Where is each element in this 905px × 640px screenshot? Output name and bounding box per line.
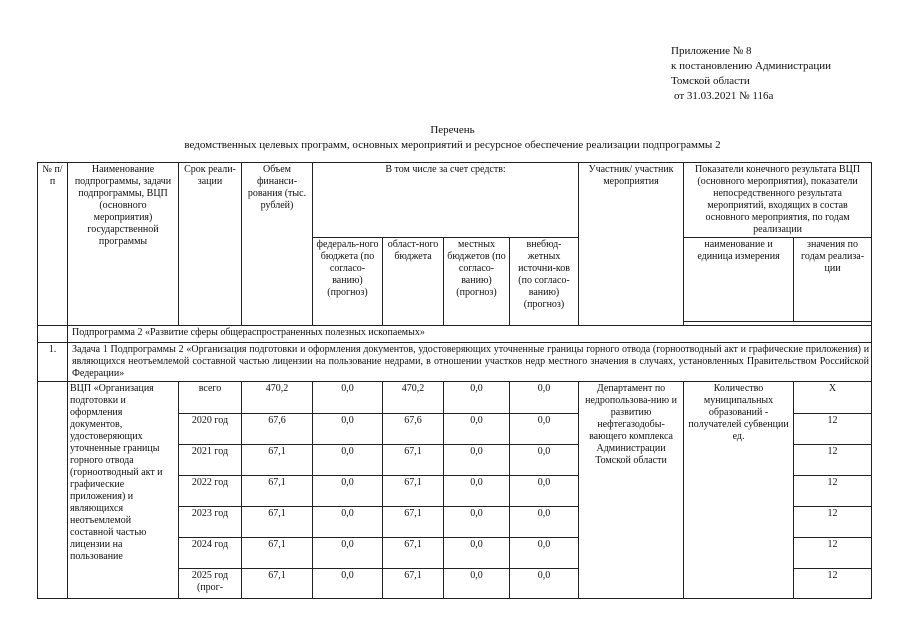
row-value: 12 [794,445,872,476]
row-regional: 67,1 [383,507,444,538]
row-offbudget: 0,0 [510,538,579,569]
row-volume: 67,1 [242,507,313,538]
row-local: 0,0 [444,569,510,599]
header-indicators [684,163,872,238]
attachment-block [671,44,891,104]
row-local: 0,0 [444,414,510,445]
attachment-line-1: Приложение № 8 [671,45,752,57]
row-term: 2025 год (прог- [179,569,242,599]
header-local: местных бюджетов (по согласо-ванию) (прогноз) [444,238,510,326]
row-regional: 470,2 [383,382,444,414]
header-term: Срок реали-зации [179,163,242,326]
row-term: 2024 год [179,538,242,569]
title-line-2: ведомственных целевых программ, основных мероприятий и ресурсное обеспечение реализации подпрограммы 2 [184,139,721,151]
row-volume: 67,6 [242,414,313,445]
row-value: 12 [794,538,872,569]
row-value: X [794,382,872,414]
subprogram-num-cell [38,326,68,343]
row-offbudget: 0,0 [510,569,579,599]
row-regional: 67,6 [383,414,444,445]
header-including: В том числе за счет средств: [313,163,579,238]
row-value: 12 [794,476,872,507]
program-num-cell [38,382,68,599]
program-name: ВЦП «Организация подготовки и оформления документов, удостоверяющих уточненные границы горного отвода (горноотводный акт и графические приложения) и являющихся неотъемлемой составной частью лицензии на пользование [68,382,179,599]
header-offbudget: внебюд-жетных источни-ков (по согласо-ванию) (прогноз) [510,238,579,326]
header-volume: Объем финанси-рования (тыс. рублей) [242,163,313,326]
row-value: 12 [794,414,872,445]
attachment-line-2: к постановлению Администрации [671,60,832,72]
header-name: Наименование подпрограммы, задачи подпрограммы, ВЦП (основного мероприятия) государственной программы [68,163,179,326]
row-federal: 0,0 [313,569,383,599]
row-offbudget: 0,0 [510,414,579,445]
resource-table [37,162,872,599]
header-indicators-text: Показатели конечного результата ВЦП (основного мероприятия), показатели непосредственного результата мероприятий, входящих в состав основного мероприятия, по годам реализации [695,164,861,235]
row-offbudget: 0,0 [510,476,579,507]
row-volume: 470,2 [242,382,313,414]
indicator-name-cell: Количество муниципальных образований - получателей субвенции ед. [684,382,794,599]
document-title [0,123,905,153]
row-local: 0,0 [444,382,510,414]
participant-cell: Департамент по недропользова-нию и развитию нефтегазодобы-вающего комплекса Администрации Томской области [579,382,684,599]
header-participant: Участник/ участник мероприятия [579,163,684,326]
attachment-line-3: Томской области [671,75,750,87]
row-regional: 67,1 [383,476,444,507]
row-local: 0,0 [444,538,510,569]
row-regional: 67,1 [383,445,444,476]
row-term: 2022 год [179,476,242,507]
header-regional: област-ного бюджета [383,238,444,326]
row-local: 0,0 [444,507,510,538]
row-federal: 0,0 [313,507,383,538]
row-term: всего [179,382,242,414]
row-federal: 0,0 [313,476,383,507]
attachment-line-4: от 31.03.2021 № 116а [674,90,774,102]
row-volume: 67,1 [242,445,313,476]
header-ind-values: значения по годам реализа-ции [794,238,872,322]
row-federal: 0,0 [313,538,383,569]
task-text: Задача 1 Подпрограммы 2 «Организация подготовки и оформления документов, удостоверяющих уточненные границы горного отвода (горноотводный акт и графические приложения) и являющихся неотъемлемой составной частью лицензии на пользование недрами, в отношении участков недр местного значения в случаях, установленных Правительством Российской Федерации» [68,343,872,382]
header-ind-name: наименование и единица измерения [684,238,794,322]
row-term: 2023 год [179,507,242,538]
header-num: № п/п [38,163,68,326]
row-local: 0,0 [444,445,510,476]
row-offbudget: 0,0 [510,445,579,476]
row-federal: 0,0 [313,382,383,414]
subprogram-title: Подпрограмма 2 «Развитие сферы общераспространенных полезных ископаемых» [68,326,872,343]
row-federal: 0,0 [313,414,383,445]
row-regional: 67,1 [383,538,444,569]
row-volume: 67,1 [242,538,313,569]
header-federal: федераль-ного бюджета (по согласо-ванию) (прогноз) [313,238,383,326]
row-local: 0,0 [444,476,510,507]
row-volume: 67,1 [242,476,313,507]
row-term: 2020 год [179,414,242,445]
row-federal: 0,0 [313,445,383,476]
title-line-1: Перечень [430,124,475,136]
row-offbudget: 0,0 [510,382,579,414]
row-term: 2021 год [179,445,242,476]
row-regional: 67,1 [383,569,444,599]
task-num: 1. [38,343,68,382]
row-value: 12 [794,569,872,599]
row-volume: 67,1 [242,569,313,599]
row-offbudget: 0,0 [510,507,579,538]
row-value: 12 [794,507,872,538]
